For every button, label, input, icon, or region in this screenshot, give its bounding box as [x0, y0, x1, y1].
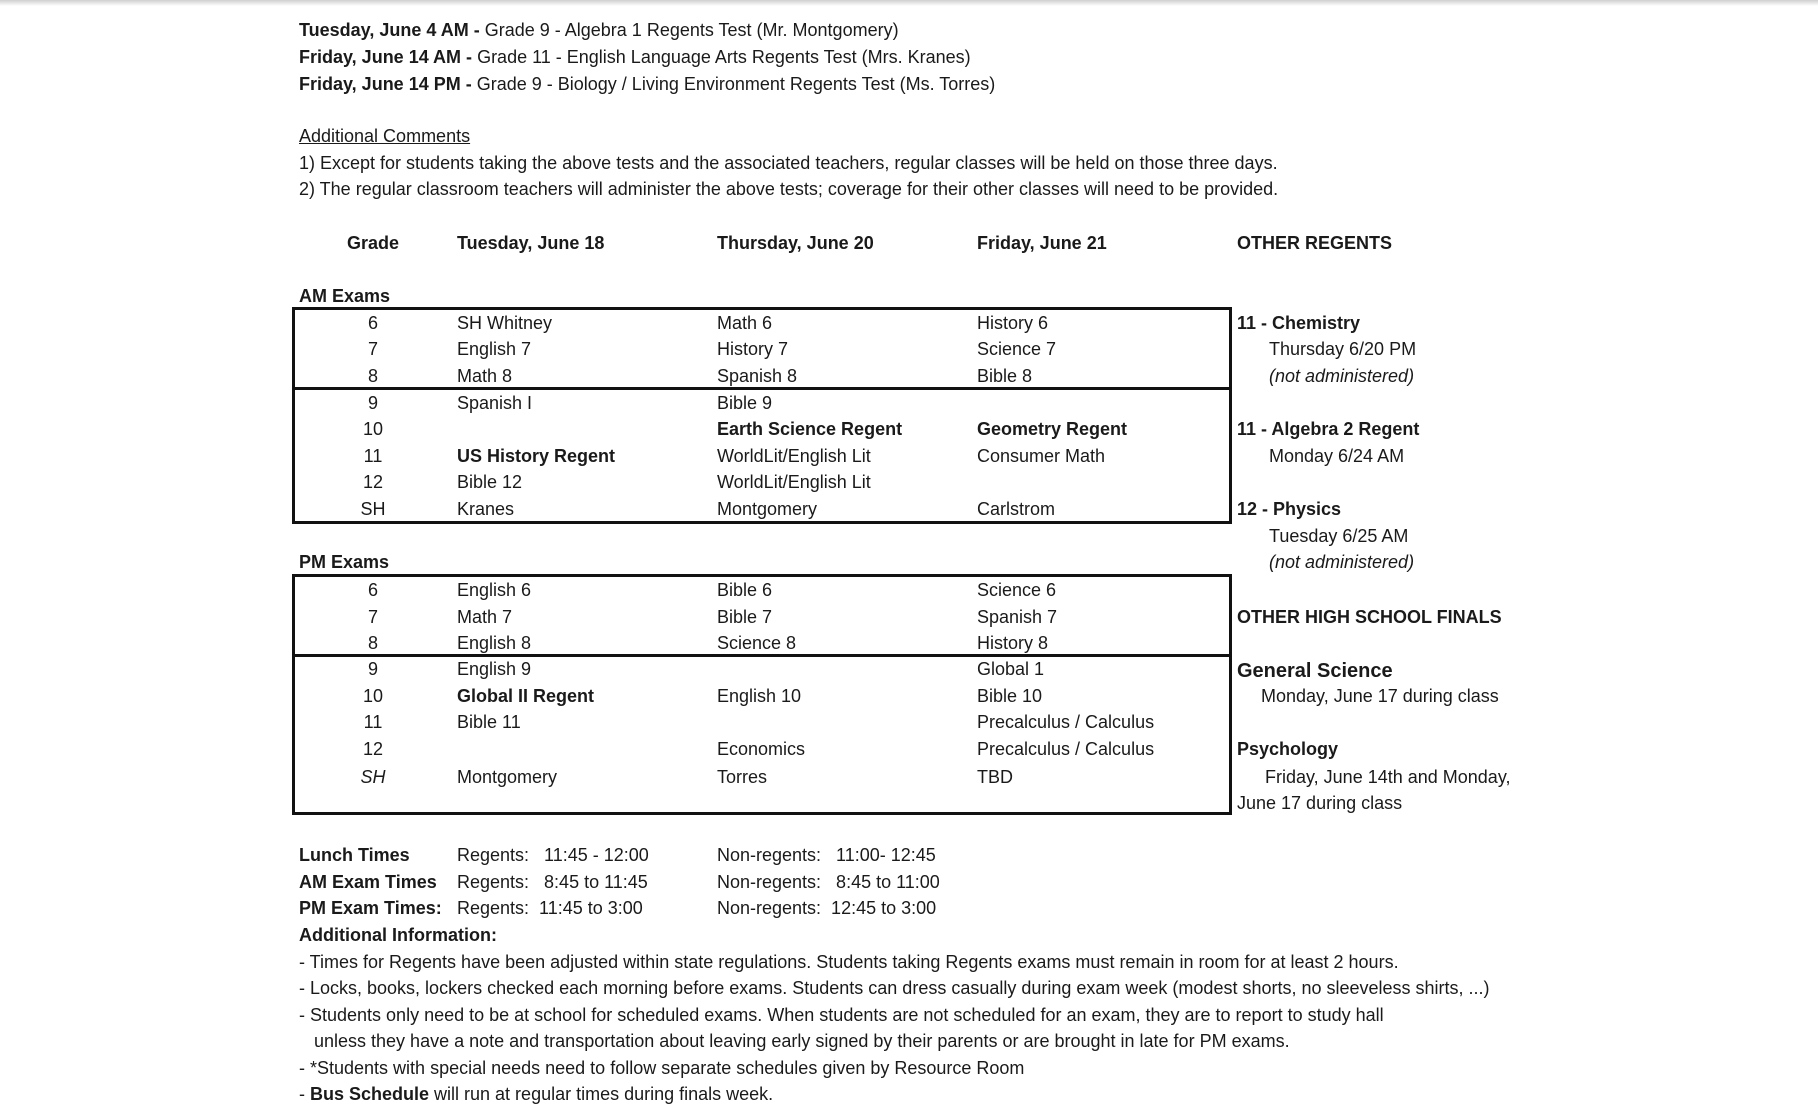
exam-cell: Math 7: [457, 607, 513, 627]
grade-cell: 9: [367, 393, 378, 413]
exam-cell: WorldLit/English Lit: [717, 472, 871, 492]
times-label: AM Exam Times: [299, 872, 437, 892]
exam-cell: Bible 7: [717, 607, 773, 627]
grade-cell: 11: [363, 446, 383, 466]
pm-divider: [292, 654, 1232, 657]
other-regent-note: (not administered): [1269, 366, 1415, 386]
exam-cell: WorldLit/English Lit: [717, 446, 871, 466]
am-divider: [292, 387, 1232, 390]
grade-cell: 8: [367, 633, 378, 653]
exam-cell: Carlstrom: [977, 499, 1056, 519]
grade-cell: 12: [362, 739, 384, 759]
other-regent-note: (not administered): [1269, 552, 1415, 572]
exam-cell: US History Regent: [457, 446, 616, 466]
exam-cell: Spanish I: [457, 393, 533, 413]
grade-cell: 9: [367, 659, 378, 679]
regents-time: Regents: 11:45 to 3:00: [457, 898, 643, 918]
grade-cell: 11: [363, 712, 383, 732]
psychology-detail: Friday, June 14th and Monday,: [1265, 767, 1511, 787]
bus-schedule-label: Bus Schedule: [310, 1084, 430, 1104]
exam-cell: Kranes: [457, 499, 515, 519]
psychology-title: Psychology: [1237, 739, 1339, 759]
announcement-text: Grade 11 - English Language Arts Regents Test (Mrs. Kranes): [477, 47, 971, 67]
exam-cell: Precalculus / Calculus: [977, 739, 1155, 759]
header-grade: Grade: [347, 233, 400, 253]
exam-cell: Spanish 7: [977, 607, 1058, 627]
pm-exams-label: PM Exams: [299, 552, 390, 572]
bus-prefix: -: [299, 1084, 310, 1104]
comment-item: 1) Except for students taking the above tests and the associated teachers, regular classes will be held on those three days.: [299, 153, 1278, 173]
times-label: Lunch Times: [299, 845, 410, 865]
additional-comments-heading: Additional Comments: [299, 126, 471, 146]
exam-cell: Montgomery: [717, 499, 818, 519]
info-item: - *Students with special needs need to follow separate schedules given by Resource Room: [299, 1058, 1025, 1078]
exam-cell: English 9: [457, 659, 532, 679]
exam-cell: Science 6: [977, 580, 1057, 600]
general-science-detail: Monday, June 17 during class: [1261, 686, 1499, 706]
exam-cell: Bible 11: [457, 712, 521, 732]
header-day1: Tuesday, June 18: [457, 233, 605, 253]
info-item: - Locks, books, lockers checked each morning before exams. Students can dress casually during exam week (modest shorts, no sleeveless shirts, ...): [299, 978, 1490, 998]
exam-cell: Bible 12: [457, 472, 523, 492]
exam-cell: SH Whitney: [457, 313, 553, 333]
exam-cell: Science 7: [977, 339, 1057, 359]
grade-cell: 8: [367, 366, 378, 386]
other-regent-detail: Thursday 6/20 PM: [1269, 339, 1417, 359]
other-finals-heading: OTHER HIGH SCHOOL FINALS: [1237, 607, 1502, 627]
announcement-text: Grade 9 - Algebra 1 Regents Test (Mr. Montgomery): [484, 20, 899, 40]
am-exams-label: AM Exams: [299, 286, 391, 306]
exam-cell: Torres: [717, 767, 768, 787]
exam-cell: Bible 10: [977, 686, 1043, 706]
exam-cell: English 8: [457, 633, 532, 653]
grade-cell: 10: [362, 686, 384, 706]
other-regent-detail: Tuesday 6/25 AM: [1269, 526, 1409, 546]
exam-cell: Science 8: [717, 633, 797, 653]
exam-cell: Geometry Regent: [977, 419, 1128, 439]
exam-cell: Montgomery: [457, 767, 558, 787]
grade-cell: 12: [362, 472, 384, 492]
nonregents-time: Non-regents: 11:00- 12:45: [717, 845, 936, 865]
exam-cell: TBD: [977, 767, 1013, 787]
nonregents-time: Non-regents: 8:45 to 11:00: [717, 872, 940, 892]
grade-cell: 7: [367, 607, 378, 627]
exam-cell: English 7: [457, 339, 532, 359]
exam-cell: Earth Science Regent: [717, 419, 903, 439]
exam-cell: Math 8: [457, 366, 513, 386]
announcement-date: Friday, June 14 PM -: [299, 74, 472, 94]
regents-time: Regents: 8:45 to 11:45: [457, 872, 648, 892]
announcement: [299, 46, 971, 68]
exam-cell: Bible 9: [717, 393, 773, 413]
exam-cell: Bible 6: [717, 580, 773, 600]
exam-cell: Global II Regent: [457, 686, 595, 706]
additional-info-heading: Additional Information:: [299, 925, 497, 945]
info-item: - Times for Regents have been adjusted within state regulations. Students taking Regents exams must remain in room for at least 2 hours.: [299, 952, 1399, 972]
announcement-date: Tuesday, June 4 AM -: [299, 20, 480, 40]
grade-cell: 6: [367, 580, 378, 600]
nonregents-time: Non-regents: 12:45 to 3:00: [717, 898, 937, 918]
exam-cell: Spanish 8: [717, 366, 798, 386]
exam-cell: Economics: [717, 739, 806, 759]
grade-cell: 7: [367, 339, 378, 359]
bus-schedule-text: will run at regular times during finals week.: [429, 1084, 774, 1104]
other-regent-detail: Monday 6/24 AM: [1269, 446, 1405, 466]
grade-cell: 10: [362, 419, 384, 439]
times-label: PM Exam Times:: [299, 898, 442, 918]
comment-item: 2) The regular classroom teachers will administer the above tests; coverage for their other classes will need to be provided.: [299, 179, 1279, 199]
other-regent-title: 11 - Chemistry: [1237, 313, 1361, 333]
announcement-date: Friday, June 14 AM -: [299, 47, 473, 67]
exam-cell: Bible 8: [977, 366, 1033, 386]
other-regent-title: 12 - Physics: [1237, 499, 1342, 519]
grade-cell: SH: [360, 499, 386, 519]
exam-cell: English 6: [457, 580, 532, 600]
exam-cell: History 8: [977, 633, 1049, 653]
exam-cell: Precalculus / Calculus: [977, 712, 1155, 732]
info-item: unless they have a note and transportation about leaving early signed by their parents or are brought in late for PM exams.: [299, 1031, 1290, 1051]
announcement: [299, 73, 995, 95]
header-other-regents: OTHER REGENTS: [1237, 233, 1393, 253]
grade-cell: SH: [360, 767, 386, 787]
header-day2: Thursday, June 20: [717, 233, 874, 253]
announcement-text: Grade 9 - Biology / Living Environment Regents Test (Ms. Torres): [476, 74, 996, 94]
exam-cell: Global 1: [977, 659, 1045, 679]
announcement: [299, 19, 899, 41]
grade-cell: 6: [367, 313, 378, 333]
general-science-title: General Science: [1237, 660, 1393, 682]
top-shadow: [0, 0, 1818, 6]
exam-cell: Consumer Math: [977, 446, 1106, 466]
psychology-detail: June 17 during class: [1237, 793, 1403, 813]
info-item-bus: [299, 1083, 773, 1105]
other-regent-title: 11 - Algebra 2 Regent: [1237, 419, 1420, 439]
regents-time: Regents: 11:45 - 12:00: [457, 845, 649, 865]
info-item: - Students only need to be at school for scheduled exams. When students are not scheduled for an exam, they are to report to study hall: [299, 1005, 1384, 1025]
header-day3: Friday, June 21: [977, 233, 1107, 253]
exam-cell: History 7: [717, 339, 789, 359]
exam-cell: English 10: [717, 686, 802, 706]
exam-cell: Math 6: [717, 313, 773, 333]
exam-cell: History 6: [977, 313, 1049, 333]
